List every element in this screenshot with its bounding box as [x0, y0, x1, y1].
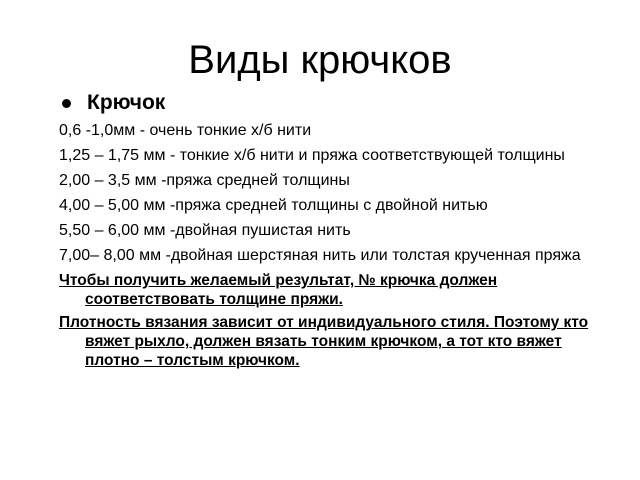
- hook-size-line-4: 4,00 – 5,00 мм -пряжа средней толщины с двойной нитью: [59, 197, 488, 214]
- slide-title: Виды крючков: [188, 38, 452, 82]
- slide-body: [59, 121, 614, 374]
- hook-size-line-2: 1,25 – 1,75 мм - тонкие х/б нити и пряжа соответствующей толщины: [59, 147, 565, 164]
- hook-size-line-5: 5,50 – 6,00 мм -двойная пушистая нить: [59, 222, 351, 239]
- note-knitting-density: Плотность вязания зависит от индивидуального стиля. Поэтому кто вяжет рыхло, должен вязать тонким крючком, а тот кто вяжет плотно – толстым крючком.: [59, 314, 589, 369]
- bullet-dot-icon: [62, 99, 71, 108]
- bullet-heading: Крючок: [87, 91, 166, 114]
- hook-size-line-1: 0,6 -1,0мм - очень тонкие х/б нити: [59, 122, 312, 139]
- bullet-item: [62, 89, 165, 117]
- hook-size-line-3: 2,00 – 3,5 мм -пряжа средней толщины: [59, 172, 350, 189]
- hook-size-line-6: 7,00– 8,00 мм -двойная шерстяная нить или толстая крученная пряжа: [59, 247, 581, 264]
- note-hook-matches-yarn: Чтобы получить желаемый результат, № крючка должен соответствовать толщине пряжи.: [59, 272, 498, 308]
